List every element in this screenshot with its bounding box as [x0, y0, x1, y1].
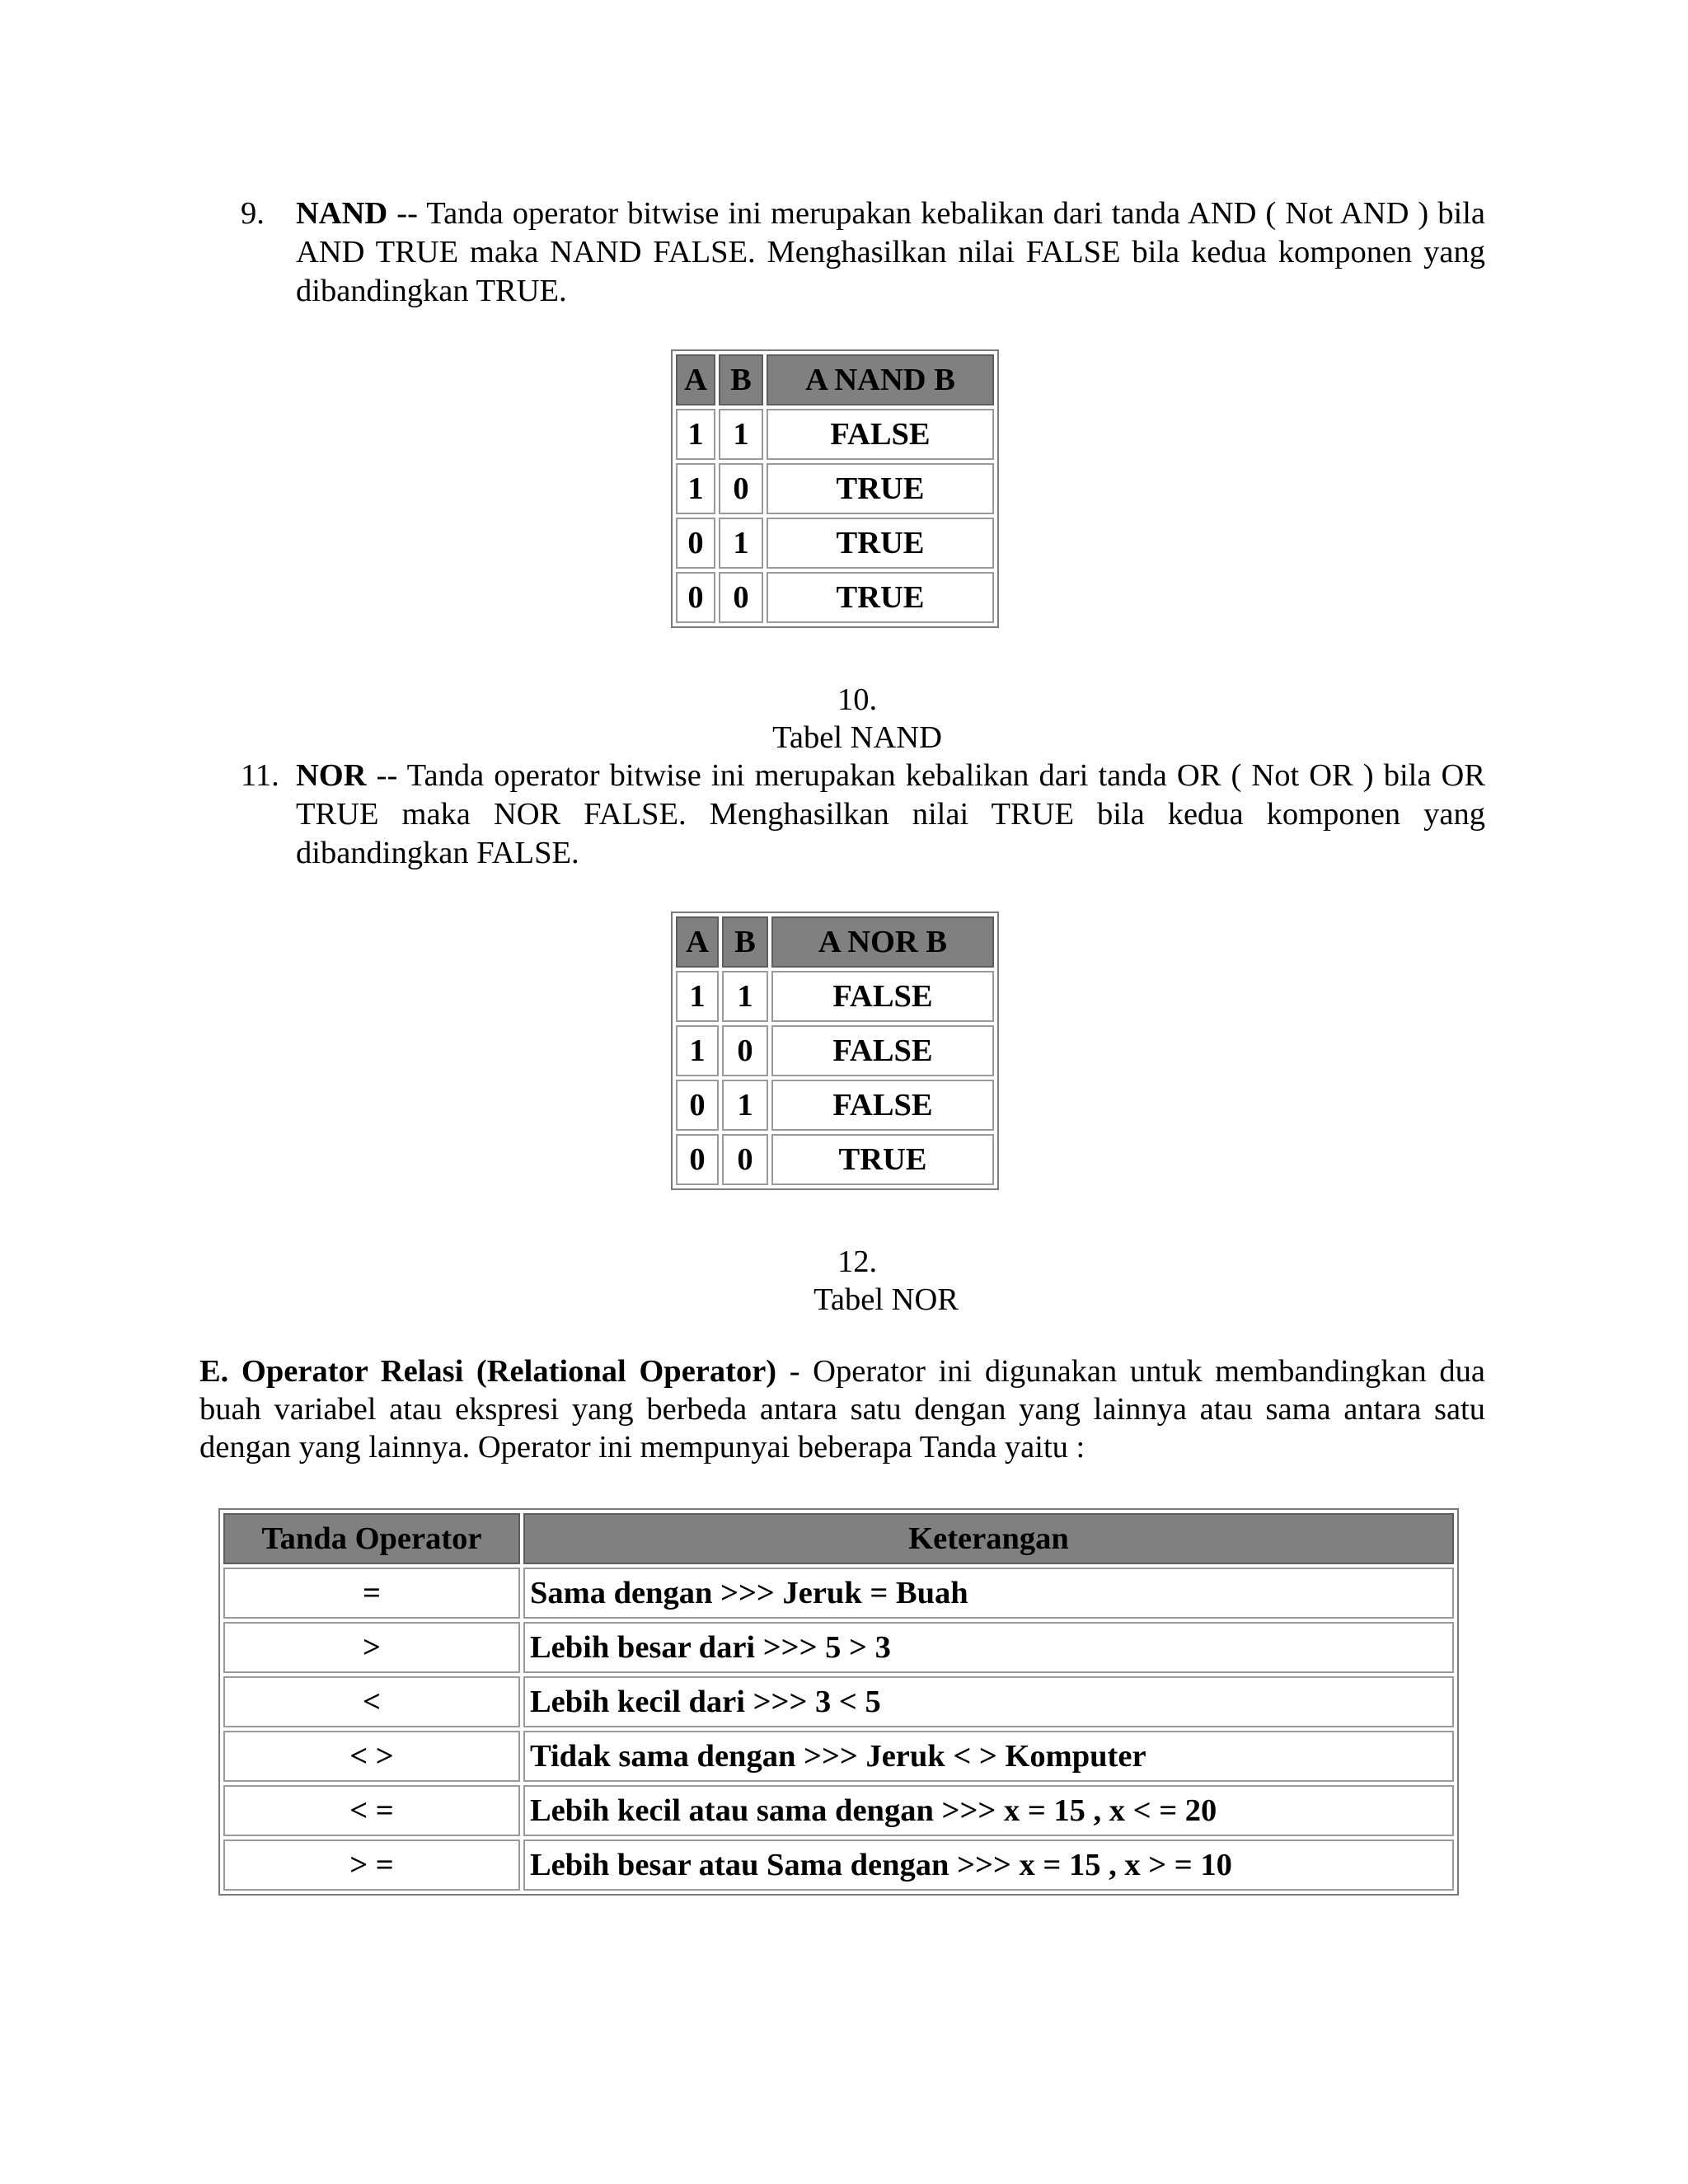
table-cell: TRUE	[767, 463, 994, 514]
operator-cell: < >	[223, 1731, 520, 1782]
table-cell: 0	[722, 1025, 768, 1076]
table-cell: 0	[676, 518, 715, 569]
table-cell: FALSE	[771, 971, 994, 1022]
description-cell: Lebih kecil atau sama dengan >>> x = 15 , x < = 20	[523, 1785, 1454, 1836]
table-row	[676, 1080, 994, 1131]
nand-keyword: NAND	[296, 196, 388, 231]
table-cell: FALSE	[771, 1080, 994, 1131]
table-header-row	[676, 916, 994, 968]
nor-item	[241, 757, 1485, 873]
operator-cell: < =	[223, 1785, 520, 1836]
table-row	[676, 971, 994, 1022]
nand-caption-title: Tabel NAND	[772, 720, 942, 755]
table-cell: 1	[719, 409, 763, 460]
relational-heading: E. Operator Relasi (Relational Operator)	[199, 1354, 777, 1389]
table-cell: 0	[719, 572, 763, 623]
table-cell: 0	[676, 572, 715, 623]
table-cell: TRUE	[771, 1134, 994, 1185]
operator-cell: =	[223, 1568, 520, 1619]
header-cell: A NOR B	[771, 916, 994, 968]
table-row	[223, 1568, 1454, 1619]
nor-description	[296, 757, 1485, 873]
header-cell: A	[676, 916, 719, 968]
header-cell: A	[676, 354, 715, 405]
description-cell: Lebih kecil dari >>> 3 < 5	[523, 1676, 1454, 1727]
header-cell: A NAND B	[767, 354, 994, 405]
table-cell: 1	[676, 409, 715, 460]
table-row	[223, 1840, 1454, 1891]
description-cell: Lebih besar dari >>> 5 > 3	[523, 1622, 1454, 1673]
operator-cell: > =	[223, 1840, 520, 1891]
table-cell: 0	[676, 1080, 719, 1131]
nand-item-number: 9.	[241, 196, 265, 231]
table-cell: 0	[719, 463, 763, 514]
nand-item	[241, 194, 1485, 311]
description-cell: Sama dengan >>> Jeruk = Buah	[523, 1568, 1454, 1619]
header-cell: B	[719, 354, 763, 405]
table-cell: 0	[722, 1134, 768, 1185]
table-row	[676, 572, 994, 623]
operator-cell: >	[223, 1622, 520, 1673]
table-cell: TRUE	[767, 518, 994, 569]
table-cell: 1	[719, 518, 763, 569]
nor-caption-title: Tabel NOR	[814, 1282, 959, 1317]
table-row	[223, 1731, 1454, 1782]
nor-item-number: 11.	[241, 758, 279, 793]
table-cell: 1	[722, 1080, 768, 1131]
nand-truth-table	[671, 349, 999, 628]
description-cell: Tidak sama dengan >>> Jeruk < > Komputer	[523, 1731, 1454, 1782]
nor-keyword: NOR	[296, 758, 367, 793]
table-cell: FALSE	[767, 409, 994, 460]
relational-operator-table	[218, 1508, 1459, 1896]
table-row	[676, 518, 994, 569]
header-cell: Keterangan	[523, 1513, 1454, 1564]
operator-cell: <	[223, 1676, 520, 1727]
nand-description	[296, 194, 1485, 311]
table-header-row	[223, 1513, 1454, 1564]
table-cell: 1	[676, 1025, 719, 1076]
table-header-row	[676, 354, 994, 405]
table-row	[676, 463, 994, 514]
table-row	[676, 1025, 994, 1076]
relational-paragraph	[199, 1352, 1485, 1466]
nand-caption-number: 10.	[837, 682, 878, 717]
description-cell: Lebih besar atau Sama dengan >>> x = 15 , x > = 10	[523, 1840, 1454, 1891]
table-cell: 1	[676, 971, 719, 1022]
header-cell: B	[722, 916, 768, 968]
table-cell: 1	[722, 971, 768, 1022]
nor-text: -- Tanda operator bitwise ini merupakan kebalikan dari tanda OR ( Not OR ) bila OR TRUE maka NOR FALSE. Menghasilkan nilai TRUE bila kedua komponen yang dibandingkan FALSE.	[296, 758, 1485, 870]
table-row	[223, 1785, 1454, 1836]
table-cell: 1	[676, 463, 715, 514]
table-row	[676, 1134, 994, 1185]
header-cell: Tanda Operator	[223, 1513, 520, 1564]
nand-text: -- Tanda operator bitwise ini merupakan kebalikan dari tanda AND ( Not AND ) bila AND TRUE maka NAND FALSE. Menghasilkan nilai FALSE bila kedua komponen yang dibandingkan TRUE.	[296, 196, 1485, 308]
table-row	[223, 1622, 1454, 1673]
nor-caption-number: 12.	[837, 1244, 878, 1279]
table-row	[223, 1676, 1454, 1727]
relational-text: - Operator ini digunakan untuk membandingkan dua buah variabel atau ekspresi yang berbeda antara satu dengan yang lainnya atau sama antara satu dengan yang lainnya. Operator ini mempunyai beberapa Tanda yaitu :	[199, 1354, 1485, 1465]
table-cell: TRUE	[767, 572, 994, 623]
table-cell: FALSE	[771, 1025, 994, 1076]
table-cell: 0	[676, 1134, 719, 1185]
table-row	[676, 409, 994, 460]
nor-truth-table	[671, 912, 999, 1190]
